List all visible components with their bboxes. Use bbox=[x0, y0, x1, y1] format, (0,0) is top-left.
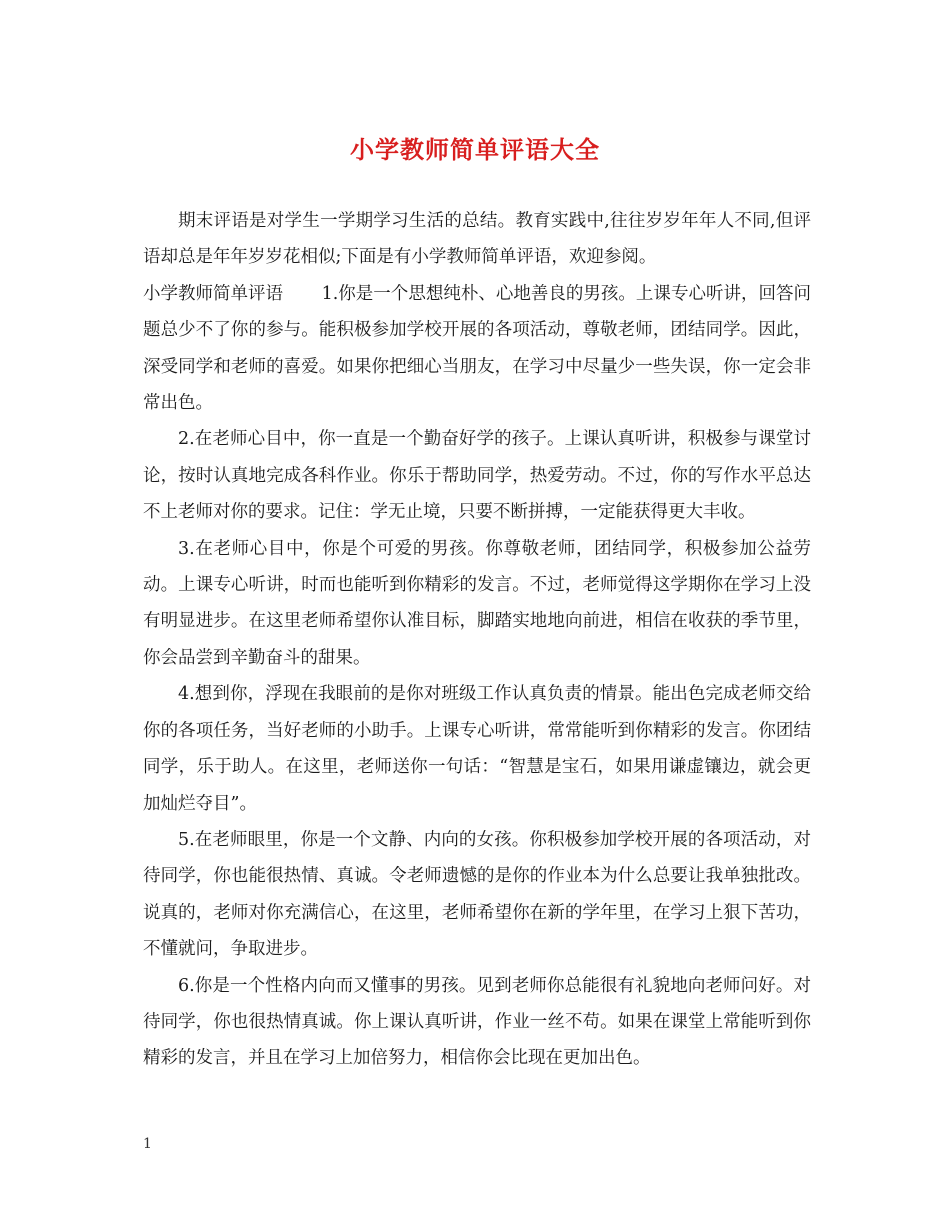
comment-text-1: 1.你是一个思想纯朴、心地善良的男孩。上课专心听讲，回答问题总少不了你的参与。能积极参加学校开展的各项活动，尊敬老师，团结同学。因此，深受同学和老师的喜爱。如果你把细心当朋友，在学习中尽量少一些失误，你一定会非常出色。 bbox=[143, 283, 812, 414]
comment-paragraph-4: 4.想到你，浮现在我眼前的是你对班级工作认真负责的情景。能出色完成老师交给你的各项任务，当好老师的小助手。上课专心听讲，常常能听到你精彩的发言。你团结同学，乐于助人。在这里，老师送你一句话：“智慧是宝石，如果用谦虚镶边，就会更加灿烂夺目”。 bbox=[143, 684, 811, 814]
comment-paragraph-6: 6.你是一个性格内向而又懂事的男孩。见到老师你总能很有礼貌地向老师问好。对待同学，你也很热情真诚。你上课认真听讲，作业一丝不苟。如果在课堂上常能听到你精彩的发言，并且在学习上加倍努力，相信你会比现在更加出色。 bbox=[143, 975, 811, 1069]
document-body bbox=[143, 203, 811, 1077]
page-number: 1 bbox=[143, 1136, 152, 1152]
comment-paragraph-1 bbox=[143, 276, 811, 422]
intro-paragraph: 期末评语是对学生一学期学习生活的总结。教育实践中,往往岁岁年年人不同,但评语却总是年年岁岁花相似;下面是有小学教师简单评语，欢迎参阅。 bbox=[143, 211, 811, 268]
comment-paragraph-5: 5.在老师眼里，你是一个文静、内向的女孩。你积极参加学校开展的各项活动，对待同学，你也能很热情、真诚。令老师遗憾的是你的作业本为什么总要让我单独批改。说真的，老师对你充满信心，在这里，老师希望你在新的学年里，在学习上狠下苦功，不懂就问，争取进步。 bbox=[143, 829, 811, 960]
document-title: 小学教师简单评语大全 bbox=[350, 135, 600, 164]
comment-paragraph-3: 3.在老师心目中，你是个可爱的男孩。你尊敬老师，团结同学，积极参加公益劳动。上课专心听讲，时而也能听到你精彩的发言。不过，老师觉得这学期你在学习上没有明显进步。在这里老师希望你认准目标，脚踏实地地向前进，相信在收获的季节里，你会品尝到辛勤奋斗的甜果。 bbox=[143, 538, 811, 668]
section-label: 小学教师简单评语 bbox=[143, 283, 284, 304]
comment-paragraph-2: 2.在老师心目中，你一直是一个勤奋好学的孩子。上课认真听讲，积极参与课堂讨论，按时认真地完成各科作业。你乐于帮助同学，热爱劳动。不过，你的写作水平总达不上老师对你的要求。记住：学无止境，只要不断拼搏，一定能获得更大丰收。 bbox=[143, 429, 811, 523]
